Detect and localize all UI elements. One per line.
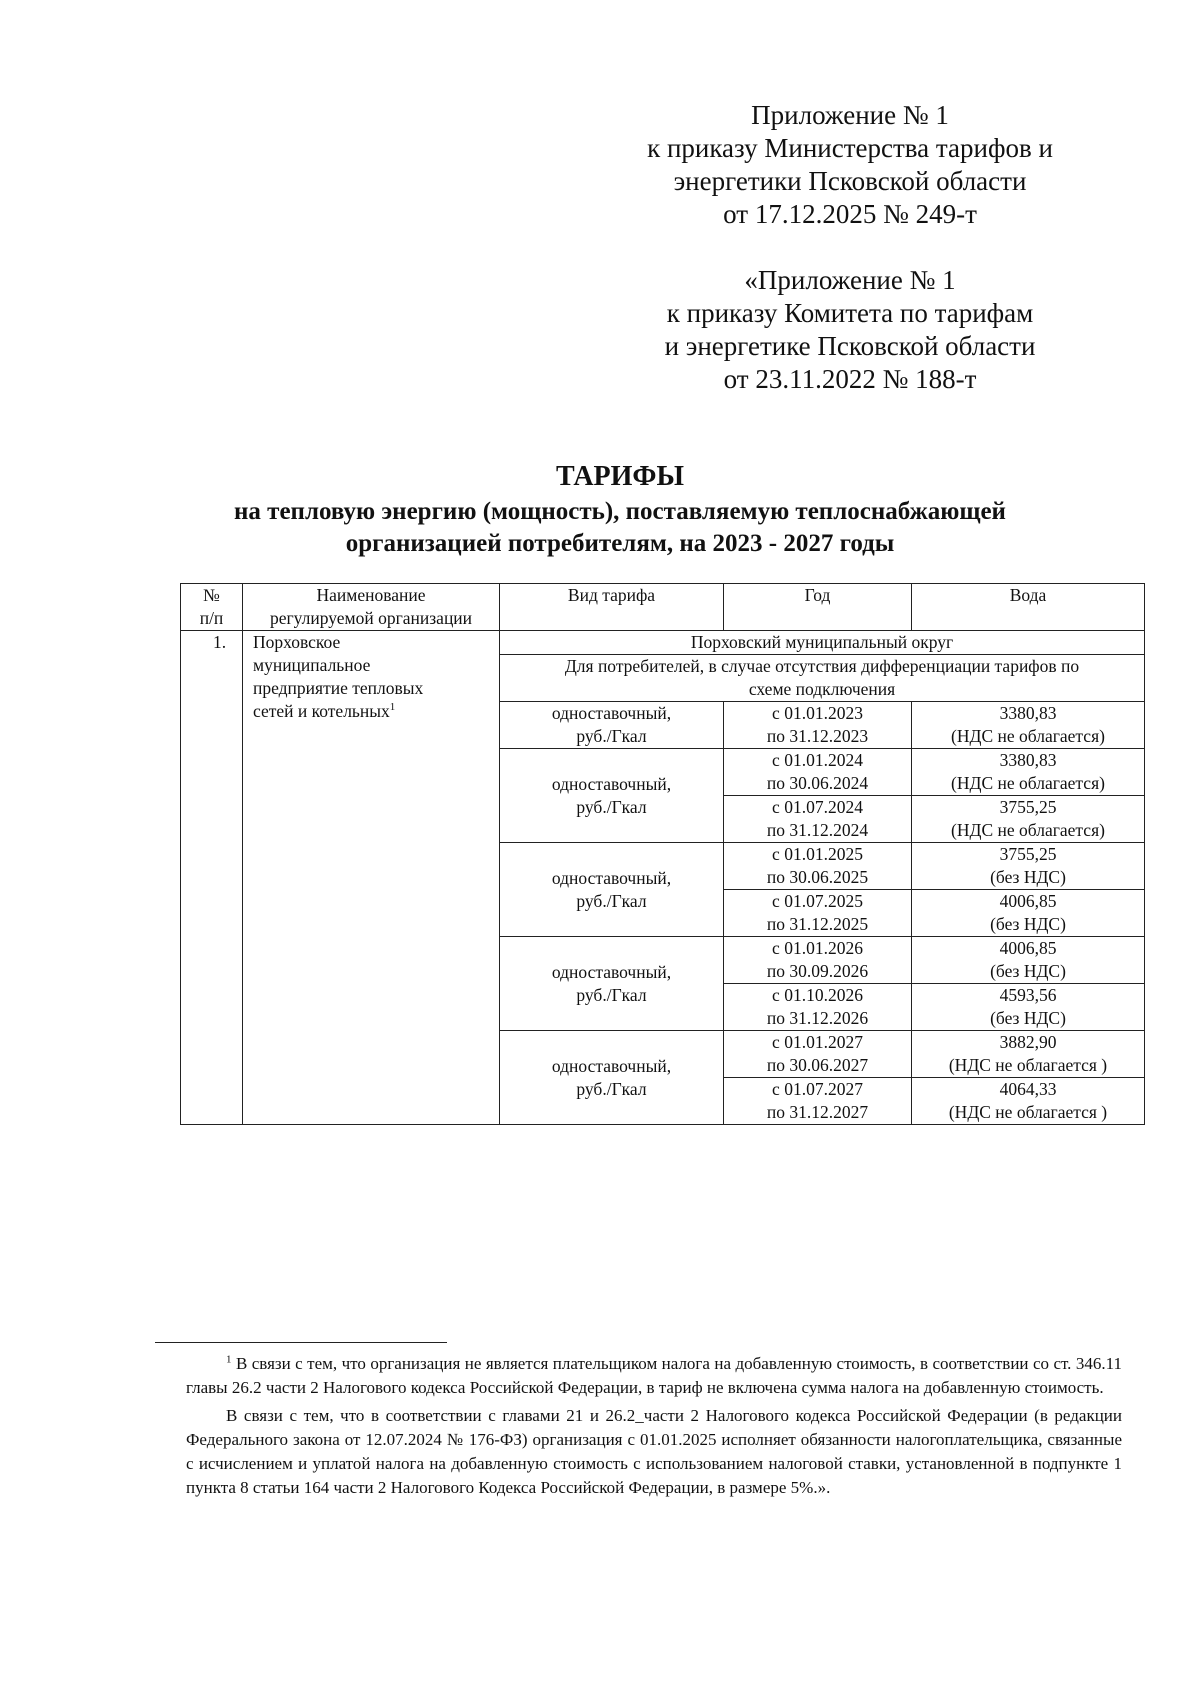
tariff-kind-line: руб./Гкал <box>576 1078 647 1099</box>
tariff-value-cell <box>912 1031 1145 1078</box>
period-cell <box>724 1031 912 1078</box>
period-cell <box>724 890 912 937</box>
consumer-note-line: схеме подключения <box>748 679 896 699</box>
table-header-row <box>181 584 1145 631</box>
period-from: с 01.07.2025 <box>772 891 863 911</box>
vat-note: (НДС не облагается ) <box>948 1055 1108 1075</box>
period-from: с 01.07.2024 <box>772 797 863 817</box>
vat-note: (НДС не облагается) <box>951 820 1105 840</box>
header-org-line: регулируемой организации <box>269 608 473 628</box>
tariff-value-cell <box>912 937 1145 984</box>
org-name-text: сетей и котельных <box>253 701 390 721</box>
vat-note: (НДС не облагается) <box>951 773 1105 793</box>
consumer-note-line: Для потребителей, в случае отсутствия дифференциации тарифов по <box>564 656 1080 676</box>
period-from: с 01.01.2023 <box>772 703 863 723</box>
period-from: с 01.01.2024 <box>772 750 863 770</box>
tariff-value: 3755,25 <box>999 797 1057 817</box>
title-sub-line: организацией потребителям, на 2023 - 2027 годы <box>345 530 895 557</box>
period-to: по 31.12.2026 <box>766 1008 869 1028</box>
appendix-header-line: к приказу Министерства тарифов и <box>647 133 1053 163</box>
footnote-mark: 1 <box>226 1353 232 1366</box>
footnote-text: В связи с тем, что организация не является плательщиком налога на добавленную стоимость, в соответствии со ст. 346.11 главы 26.2 части 2 Налогового кодекса Российской Федерации, в тариф не включена сумма налога на добавленную стоимость. <box>186 1354 1122 1397</box>
period-to: по 30.06.2027 <box>766 1055 869 1075</box>
tariff-value: 4006,85 <box>999 938 1057 958</box>
header-year: Год <box>724 584 912 631</box>
consumer-note <box>500 655 1145 702</box>
period-cell <box>724 937 912 984</box>
header-water: Вода <box>912 584 1145 631</box>
tariff-value: 3380,83 <box>999 703 1057 723</box>
tariff-kind-line: руб./Гкал <box>576 796 647 817</box>
appendix-header-line: от 17.12.2025 № 249-т <box>723 199 977 229</box>
tariff-kind <box>500 1031 724 1125</box>
period-cell <box>724 1078 912 1125</box>
period-cell <box>724 843 912 890</box>
footnote <box>186 1352 1122 1500</box>
period-cell <box>724 796 912 843</box>
footnote-ref[interactable]: 1 <box>389 701 396 714</box>
vat-note: (без НДС) <box>990 867 1066 887</box>
tariff-value-cell <box>912 890 1145 937</box>
org-name-line: Порховское <box>253 632 341 652</box>
vat-note: (без НДС) <box>990 961 1066 981</box>
tariff-kind-line: одноставочный, <box>551 703 672 723</box>
period-to: по 30.09.2026 <box>766 961 869 981</box>
period-from: с 01.01.2025 <box>772 844 863 864</box>
tariff-value: 3755,25 <box>999 844 1057 864</box>
period-from: с 01.07.2027 <box>772 1079 863 1099</box>
table-row <box>181 631 1145 655</box>
appendix-header <box>600 99 1100 231</box>
tariff-kind <box>500 749 724 843</box>
tariff-kind-line: руб./Гкал <box>576 726 647 746</box>
org-name-line <box>253 700 495 723</box>
tariff-value-cell <box>912 702 1145 749</box>
appendix-header-line: энергетики Псковской области <box>673 166 1027 196</box>
header-num <box>181 584 243 631</box>
org-name-line: предприятие тепловых <box>253 678 424 698</box>
tariff-value-cell <box>912 843 1145 890</box>
period-from: с 01.01.2026 <box>772 938 863 958</box>
tariff-kind-line: одноставочный, <box>551 773 672 794</box>
header-org-line: Наименование <box>316 585 426 605</box>
tariff-value: 3380,83 <box>999 750 1057 770</box>
header-num-line: п/п <box>199 608 224 628</box>
original-appendix-header <box>600 264 1100 396</box>
footnote-divider <box>155 1342 447 1343</box>
vat-note: (НДС не облагается) <box>951 726 1105 746</box>
original-appendix-header-line: к приказу Комитета по тарифам <box>666 298 1034 328</box>
district-name: Порховский муниципальный округ <box>500 631 1145 655</box>
tariff-value: 3882,90 <box>999 1032 1057 1052</box>
tariff-value-cell <box>912 1078 1145 1125</box>
title-sub-line: на тепловую энергию (мощность), поставляемую теплоснабжающей <box>234 498 1006 525</box>
period-cell <box>724 984 912 1031</box>
footnote-paragraph <box>186 1352 1122 1400</box>
header-num-line: № <box>203 585 220 605</box>
org-name <box>243 631 500 1125</box>
title-main: ТАРИФЫ <box>556 461 684 492</box>
header-org <box>243 584 500 631</box>
original-appendix-header-line: «Приложение № 1 <box>744 265 956 295</box>
vat-note: (без НДС) <box>990 1008 1066 1028</box>
tariff-kind <box>500 843 724 937</box>
org-name-line: муниципальное <box>253 655 371 675</box>
period-from: с 01.01.2027 <box>772 1032 863 1052</box>
tariff-value: 4006,85 <box>999 891 1057 911</box>
original-appendix-header-line: от 23.11.2022 № 188-т <box>723 364 977 394</box>
row-number: 1. <box>181 631 243 1125</box>
period-to: по 31.12.2024 <box>766 820 869 840</box>
period-to: по 31.12.2023 <box>766 726 869 746</box>
tariff-kind-line: одноставочный, <box>551 961 672 982</box>
tariff-value: 4593,56 <box>999 985 1057 1005</box>
header-kind: Вид тарифа <box>500 584 724 631</box>
tariffs-table <box>180 583 1145 1125</box>
tariff-value-cell <box>912 749 1145 796</box>
vat-note: (без НДС) <box>990 914 1066 934</box>
period-to: по 31.12.2025 <box>766 914 869 934</box>
period-to: по 30.06.2025 <box>766 867 869 887</box>
period-from: с 01.10.2026 <box>772 985 863 1005</box>
tariff-kind-line: одноставочный, <box>551 1055 672 1076</box>
period-to: по 30.06.2024 <box>766 773 869 793</box>
footnote-paragraph: В связи с тем, что в соответствии с главами 21 и 26.2_части 2 Налогового кодекса Российской Федерации (в редакции Федерального закона от 12.07.2024 № 176-ФЗ) организация с 01.01.2025 исполняет обязанности налогоплательщика, связанные с исчислением и уплатой налога на добавленную стоимость с использованием налоговой ставки, установленной в подпункте 1 пункта 8 статьи 164 части 2 Налогового Кодекса Российской Федерации, в размере 5%.». <box>186 1406 1122 1497</box>
appendix-header-line: Приложение № 1 <box>751 100 949 130</box>
tariff-value: 4064,33 <box>999 1079 1057 1099</box>
original-appendix-header-line: и энергетике Псковской области <box>664 331 1036 361</box>
tariff-kind-line: одноставочный, <box>551 867 672 888</box>
tariff-kind-line: руб./Гкал <box>576 984 647 1005</box>
period-cell <box>724 749 912 796</box>
vat-note: (НДС не облагается ) <box>948 1102 1108 1122</box>
tariff-value-cell <box>912 796 1145 843</box>
period-to: по 31.12.2027 <box>766 1102 869 1122</box>
tariff-value-cell <box>912 984 1145 1031</box>
tariff-kind <box>500 702 724 749</box>
period-cell <box>724 702 912 749</box>
tariff-kind-line: руб./Гкал <box>576 890 647 911</box>
tariff-kind <box>500 937 724 1031</box>
document-title <box>120 460 1120 560</box>
